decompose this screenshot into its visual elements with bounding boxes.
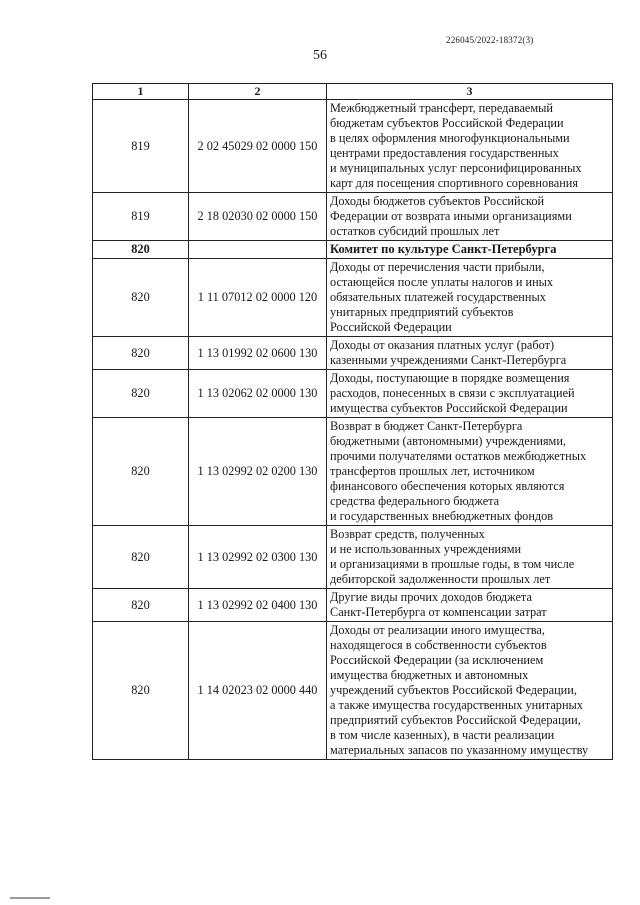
column-header-3: 3 <box>327 84 613 100</box>
row-description-cell: Доходы от перечисления части прибыли, остающейся после уплаты налогов и иных обязательных платежей государственных унитарных предприятий субъектов Российской Федерации <box>327 259 613 337</box>
table-row <box>93 337 613 370</box>
row-kbk-cell: 1 13 02062 02 0000 130 <box>189 370 327 418</box>
row-kbk-cell: 2 02 45029 02 0000 150 <box>189 100 327 193</box>
row-description-cell: Возврат средств, полученных и не использованных учреждениями и организациями в прошлые годы, в том числе дебиторской задолженности прошлых лет <box>327 526 613 589</box>
row-kbk-cell: 2 18 02030 02 0000 150 <box>189 193 327 241</box>
row-kbk-cell: 1 13 02992 02 0300 130 <box>189 526 327 589</box>
table-row <box>93 241 613 259</box>
document-registration-number: 226045/2022-18372(3) <box>446 35 534 45</box>
column-header-2: 2 <box>189 84 327 100</box>
table-row <box>93 418 613 526</box>
row-code-cell: 820 <box>93 337 189 370</box>
row-kbk-cell: 1 14 02023 02 0000 440 <box>189 622 327 760</box>
table-row <box>93 526 613 589</box>
table-header-row <box>93 84 613 100</box>
table-row <box>93 193 613 241</box>
row-code-cell: 820 <box>93 370 189 418</box>
table-row <box>93 589 613 622</box>
row-kbk-cell: 1 11 07012 02 0000 120 <box>189 259 327 337</box>
row-description-cell: Межбюджетный трансферт, передаваемый бюджетам субъектов Российской Федерации в целях оформления многофункциональными центрами предоставления государственных и муниципальных услуг персонифицированных карт для посещения спортивного соревнования <box>327 100 613 193</box>
row-code-cell: 819 <box>93 193 189 241</box>
row-code-cell: 820 <box>93 418 189 526</box>
row-description-cell: Доходы, поступающие в порядке возмещения расходов, понесенных в связи с эксплуатацией имущества субъектов Российской Федерации <box>327 370 613 418</box>
table-row <box>93 259 613 337</box>
page-number: 56 <box>313 48 327 63</box>
row-description-cell: Доходы от оказания платных услуг (работ) казенными учреждениями Санкт-Петербурга <box>327 337 613 370</box>
row-description-cell: Комитет по культуре Санкт-Петербурга <box>327 241 613 259</box>
row-code-cell: 820 <box>93 259 189 337</box>
table-row <box>93 100 613 193</box>
row-code-cell: 820 <box>93 589 189 622</box>
row-kbk-cell: 1 13 01992 02 0600 130 <box>189 337 327 370</box>
column-header-1: 1 <box>93 84 189 100</box>
row-description-cell: Другие виды прочих доходов бюджета Санкт-Петербурга от компенсации затрат <box>327 589 613 622</box>
row-code-cell: 820 <box>93 241 189 259</box>
row-code-cell: 820 <box>93 526 189 589</box>
row-code-cell: 820 <box>93 622 189 760</box>
scan-edge-mark <box>10 897 50 899</box>
row-description-cell: Возврат в бюджет Санкт-Петербурга бюджетными (автономными) учреждениями, прочими получателями остатков межбюджетных трансфертов прошлых лет, источником финансового обеспечения которых являются средства федерального бюджета и государственных внебюджетных фондов <box>327 418 613 526</box>
table-body <box>93 84 613 760</box>
revenue-classification-table <box>92 83 613 760</box>
row-description-cell: Доходы от реализации иного имущества, находящегося в собственности субъектов Российской Федерации (за исключением имущества бюджетных и автономных учреждений субъектов Российской Федерации, а также имущества государственных унитарных предприятий субъектов Российской Федерации, в том числе казенных), в части реализации материальных запасов по указанному имуществу <box>327 622 613 760</box>
row-kbk-cell: 1 13 02992 02 0400 130 <box>189 589 327 622</box>
row-kbk-cell: 1 13 02992 02 0200 130 <box>189 418 327 526</box>
table-row <box>93 370 613 418</box>
table-row <box>93 622 613 760</box>
row-code-cell: 819 <box>93 100 189 193</box>
row-description-cell: Доходы бюджетов субъектов Российской Федерации от возврата иными организациями остатков субсидий прошлых лет <box>327 193 613 241</box>
row-kbk-cell <box>189 241 327 259</box>
